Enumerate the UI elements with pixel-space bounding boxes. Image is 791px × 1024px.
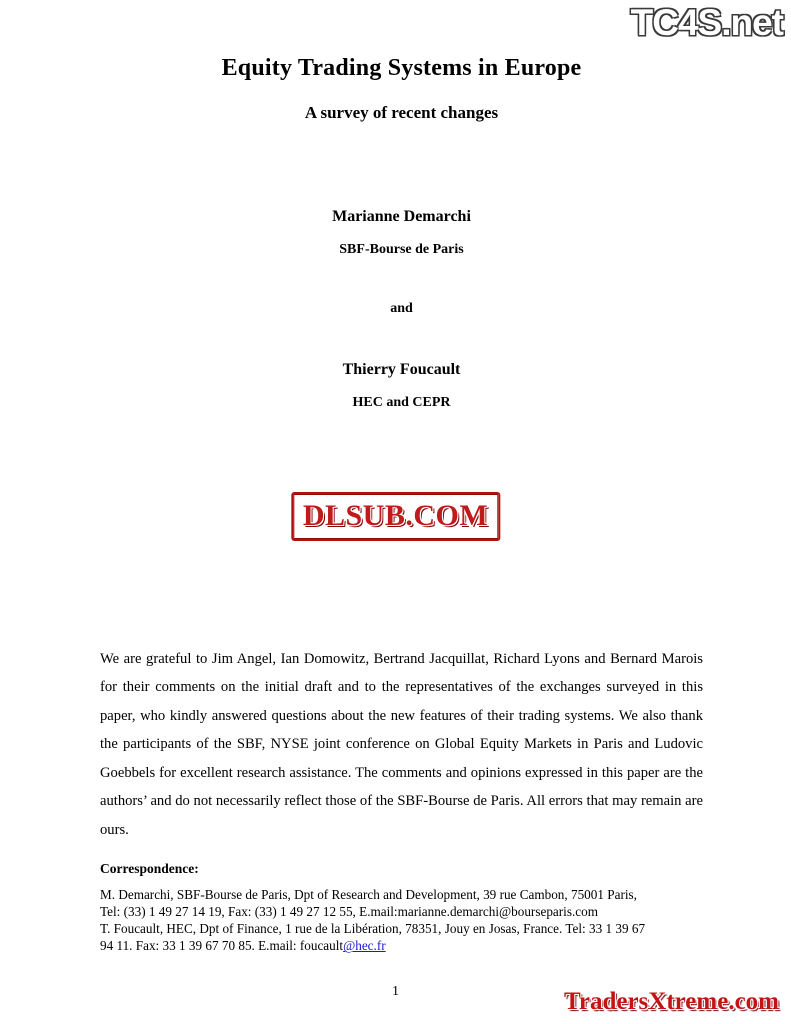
author-affiliation-2: HEC and CEPR xyxy=(352,395,451,410)
acknowledgement-paragraph: We are grateful to Jim Angel, Ian Domowitz, Bertrand Jacquillat, Richard Lyons and Bernard Marois for their comments on the initial draft and to the representatives of the exchanges surveyed in this paper, who kindly answered questions about the new features of their trading systems. We also thank the participants of the SBF, NYSE joint conference on Global Equity Markets in Paris and Ludovic Goebbels for excellent research assistance. The comments and opinions expressed in this paper are the authors’ and do not necessarily reflect those of the SBF-Bourse de Paris. All errors that may remain are ours. xyxy=(100,651,703,838)
author-block-2 xyxy=(100,317,703,411)
correspondence-line-4-text: 94 11. Fax: 33 1 39 67 70 85. E.mail: foucault xyxy=(100,938,344,954)
author-affiliation-1: SBF-Bourse de Paris xyxy=(339,242,464,257)
correspondence-line-4 xyxy=(100,937,707,954)
author-conjunction: and xyxy=(390,301,413,316)
watermark-bottom-right: TradersXtreme.com xyxy=(564,988,779,1015)
correspondence-heading: Correspondence: xyxy=(100,861,199,876)
page-title: Equity Trading Systems in Europe xyxy=(221,55,582,81)
author-name-2: Thierry Foucault xyxy=(342,361,461,378)
document-content xyxy=(100,0,703,411)
correspondence-block xyxy=(100,886,707,955)
correspondence-line-2: Tel: (33) 1 49 27 14 19, Fax: (33) 1 49 27 12 55, E.mail:marianne.demarchi@bourseparis.com xyxy=(100,904,598,920)
correspondence-line-3: T. Foucault, HEC, Dpt of Finance, 1 rue de la Libération, 78351, Jouy en Josas, France. Tel: 33 1 39 67 xyxy=(100,921,646,937)
author-name-1: Marianne Demarchi xyxy=(332,208,471,225)
watermark-center-badge xyxy=(291,492,500,541)
page-subtitle: A survey of recent changes xyxy=(304,103,499,122)
watermark-center-text: DLSUB.COM xyxy=(302,499,489,532)
correspondence-line-1: M. Demarchi, SBF-Bourse de Paris, Dpt of Research and Development, 39 rue Cambon, 75001 Paris, xyxy=(100,887,637,902)
watermark-top-right: TC4S.net xyxy=(630,2,783,43)
email-link[interactable]: @hec.fr xyxy=(343,938,386,954)
page-number: 1 xyxy=(392,984,399,999)
author-block xyxy=(100,123,703,411)
